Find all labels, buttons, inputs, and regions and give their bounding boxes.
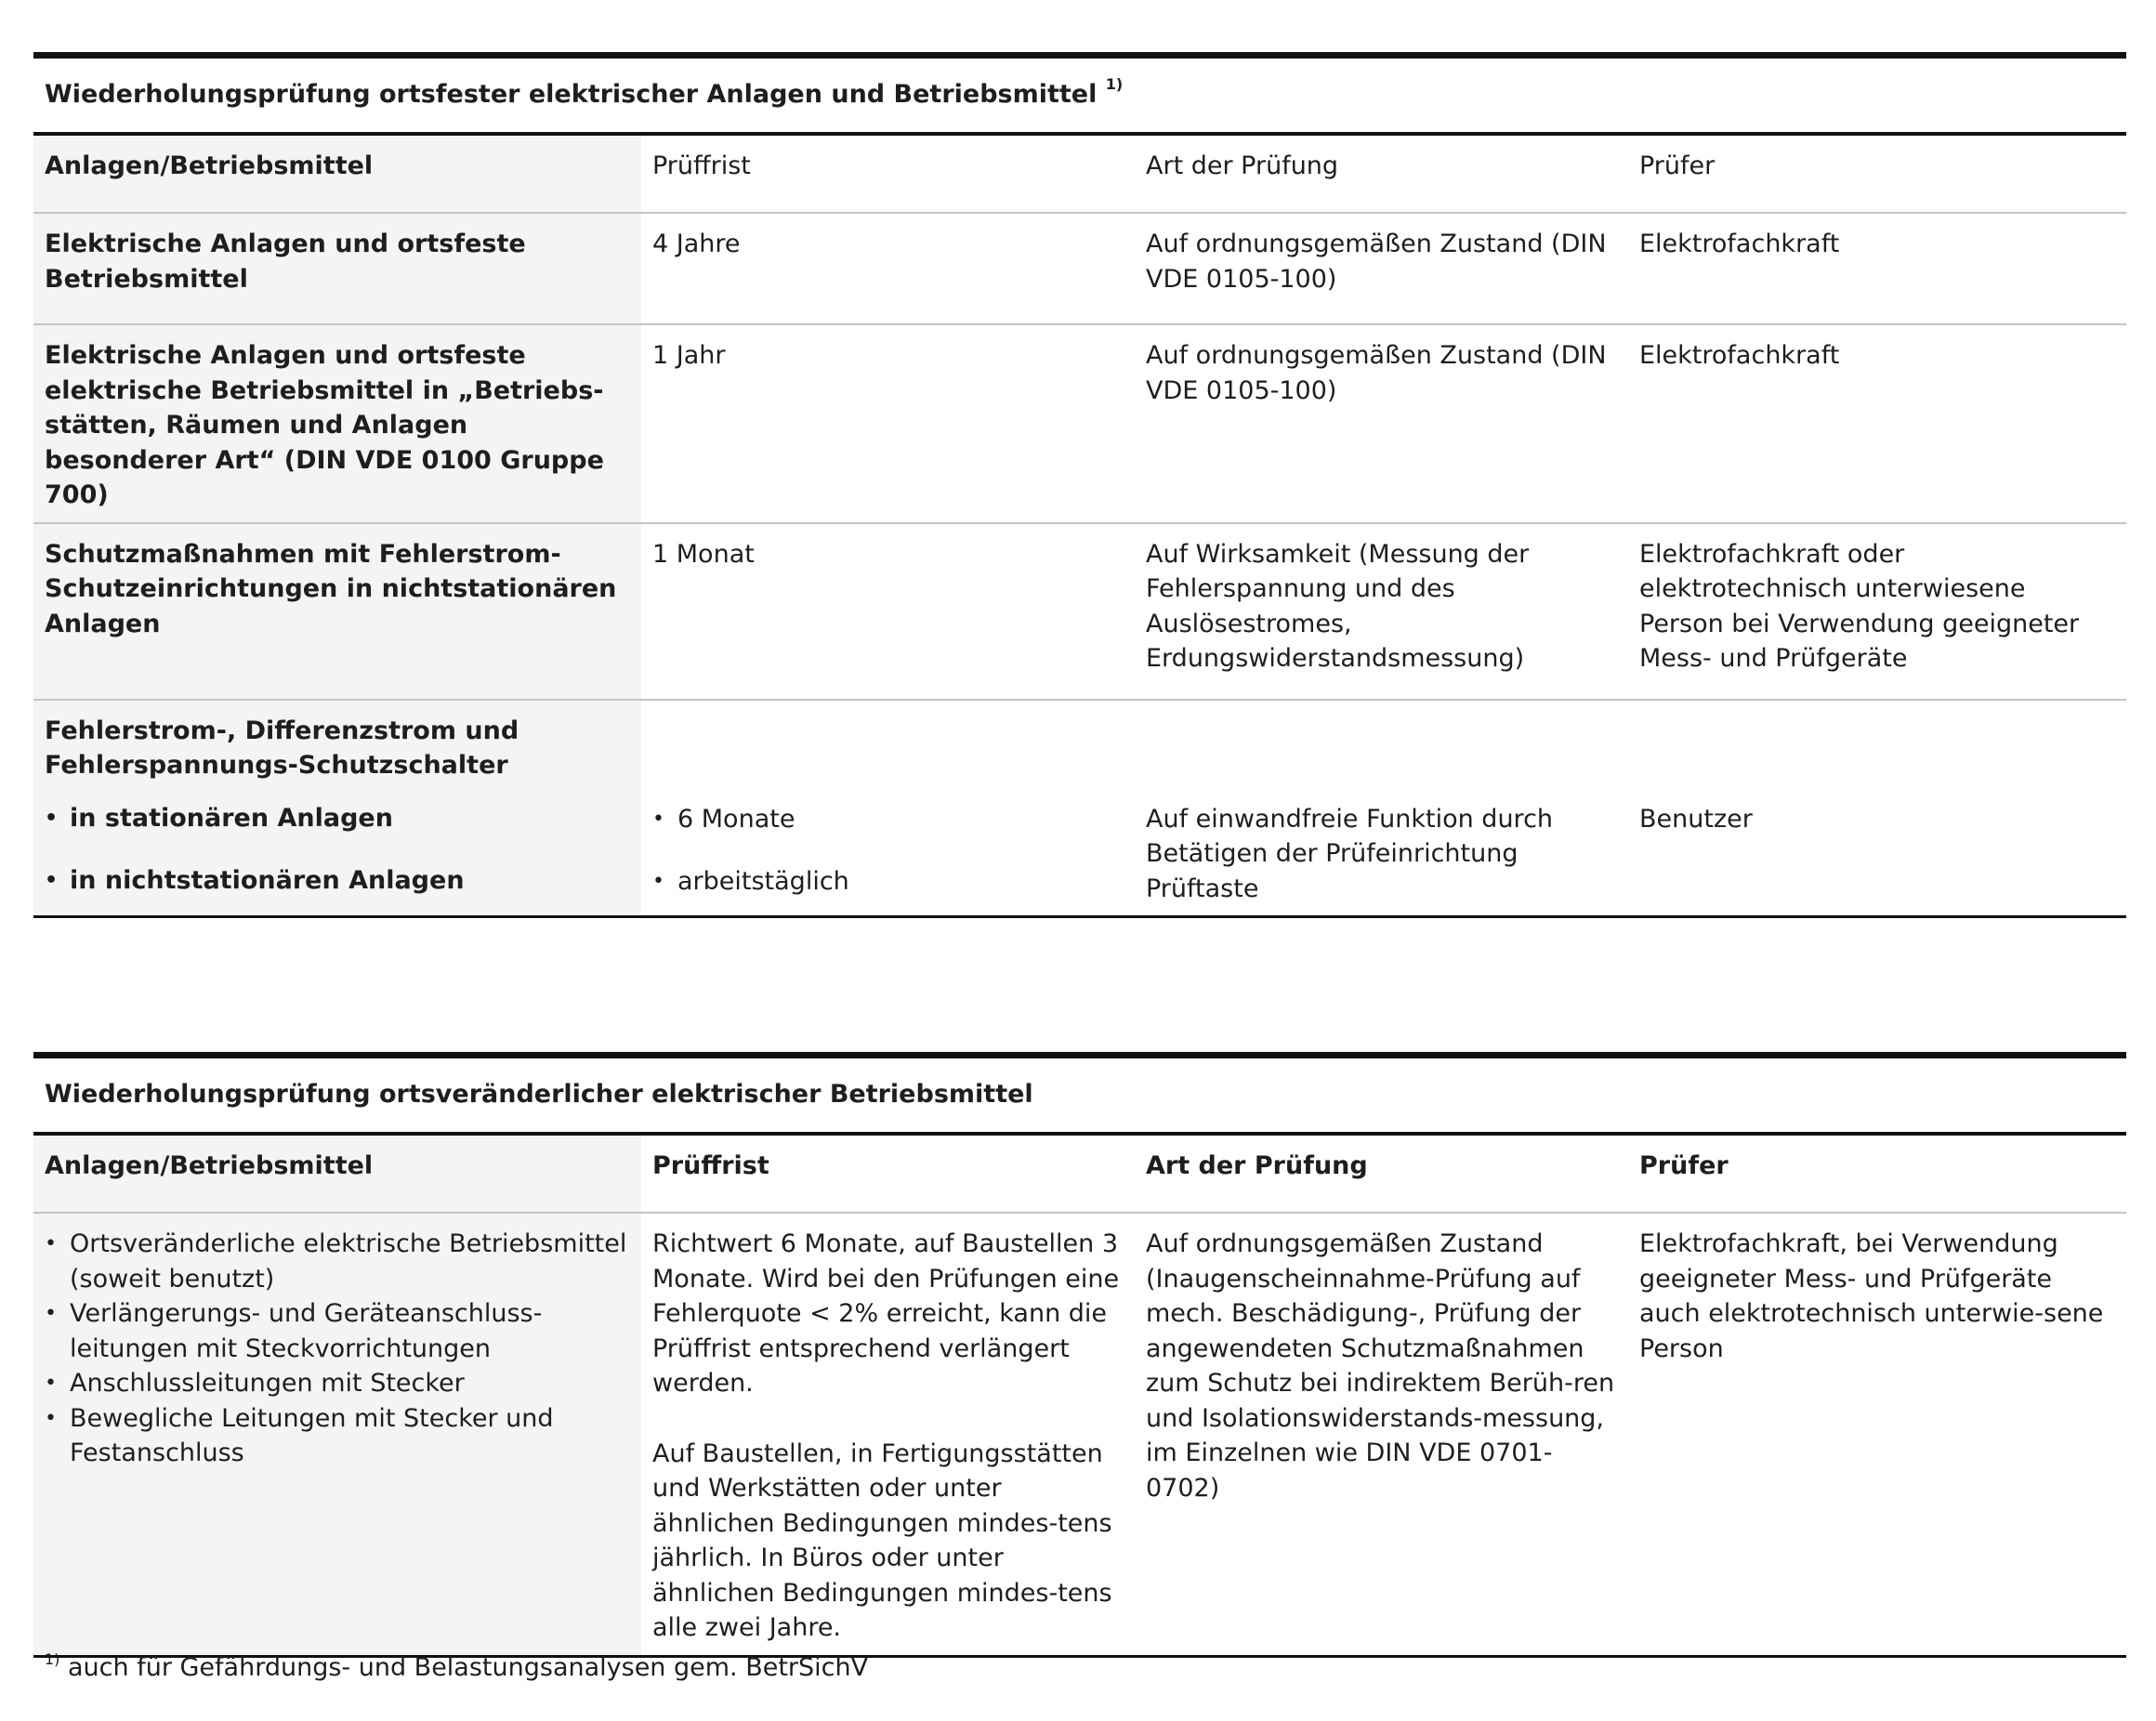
row-frist: 1 Monat [641, 523, 1135, 700]
row-pruefer: Elektrofachkraft [1628, 324, 2126, 523]
footnote-marker: 1) [1105, 75, 1124, 93]
header-anlagen: Anlagen/Betriebsmittel [33, 1134, 641, 1213]
frist-list [652, 802, 1124, 900]
sub-item-list [45, 801, 630, 899]
row-art [1135, 700, 1628, 917]
row-label-text: Fehlerstrom-, Differenzstrom und Fehlerspannungs-Schutzschalter [45, 716, 519, 780]
header-pruefer: Prüfer [1628, 1134, 2126, 1213]
list-item: • arbeitstäglich [652, 864, 1124, 900]
row-art: Auf ordnungsgemäßen Zustand (DIN VDE 0105-100) [1135, 324, 1628, 523]
table-row [33, 324, 2126, 523]
row-art: Auf ordnungsgemäßen Zustand (DIN VDE 0105-100) [1135, 213, 1628, 324]
list-item: • Anschlussleitungen mit Stecker [45, 1366, 630, 1401]
table-header-row [33, 1134, 2126, 1213]
row-label [33, 1213, 641, 1656]
header-prueffrist: Prüffrist [641, 134, 1135, 213]
row-frist [641, 700, 1135, 917]
table-row [33, 523, 2126, 700]
row-frist [641, 1213, 1135, 1656]
table-title [33, 56, 2126, 135]
footnote-marker: 1) [45, 1650, 60, 1668]
list-item: • in nichtstationären Anlagen [45, 863, 630, 899]
row-pruefer: Elektrofachkraft, bei Verwendung geeigneter Mess- und Prüfgeräte auch elektrotechnisch unterwie-sene Person [1628, 1213, 2126, 1656]
header-pruefer: Prüfer [1628, 134, 2126, 213]
frist-paragraph: Richtwert 6 Monate, auf Baustellen 3 Monate. Wird bei den Prüfungen eine Fehlerquote < 2% erreicht, kann die Prüffrist entsprechend verlängert werden. [652, 1229, 1120, 1398]
table-title: Wiederholungsprüfung ortsveränderlicher elektrischer Betriebsmittel [33, 1056, 2126, 1135]
row-pruefer: Elektrofachkraft [1628, 213, 2126, 324]
table-title-row [33, 1056, 2126, 1135]
table-title-row [33, 56, 2126, 135]
list-item: • Ortsveränderliche elektrische Betriebsmittel (soweit benutzt) [45, 1227, 630, 1296]
footnote [45, 1651, 868, 1685]
row-label [33, 700, 641, 917]
table-row [33, 700, 2126, 917]
row-label: Elektrische Anlagen und ortsfeste Betriebsmittel [33, 213, 641, 324]
row-pruefer: Elektrofachkraft oder elektrotechnisch unterwiesene Person bei Verwendung geeigneter Mess- und Prüfgeräte [1628, 523, 2126, 700]
table-header-row [33, 134, 2126, 213]
row-pruefer [1628, 700, 2126, 917]
row-frist: 4 Jahre [641, 213, 1135, 324]
frist-paragraph: Auf Baustellen, in Fertigungsstätten und Werkstätten oder unter ähnlichen Bedingungen mindes-tens jährlich. In Büros oder unter ähnlichen Bedingungen mindes-tens alle zwei Jahre. [652, 1439, 1112, 1642]
table-row [33, 1213, 2126, 1656]
table-row [33, 213, 2126, 324]
row-label: Schutzmaßnahmen mit Fehlerstrom-Schutzeinrichtungen in nichtstationären Anlagen [33, 523, 641, 700]
table-ortsveraenderliche-betriebsmittel [33, 1052, 2126, 1658]
footnote-text: auch für Gefährdungs- und Belastungsanalysen gem. BetrSichV [68, 1653, 869, 1682]
row-art: Auf ordnungsgemäßen Zustand (Inaugenscheinnahme-Prüfung auf mech. Beschädigung-, Prüfung der angewendeten Schutzmaßnahmen zum Schutz bei indirektem Berüh-ren und Isolationswiderstands-messung, im Einzelnen wie DIN VDE 0701-0702) [1135, 1213, 1628, 1656]
row-pruefer-text: Benutzer [1639, 804, 1753, 834]
row-art-text: Auf einwandfreie Funktion durch Betätigen der Prüfeinrichtung Prüftaste [1146, 804, 1554, 903]
row-art: Auf Wirksamkeit (Messung der Fehlerspannung und des Auslösestromes, Erdungswiderstandsmessung) [1135, 523, 1628, 700]
header-prueffrist: Prüffrist [641, 1134, 1135, 1213]
header-anlagen: Anlagen/Betriebsmittel [33, 134, 641, 213]
row-label: Elektrische Anlagen und ortsfeste elektrische Betriebsmittel in „Betriebs-stätten, Räumen und Anlagen besonderer Art“ (DIN VDE 0100 Gruppe 700) [33, 324, 641, 523]
list-item: • 6 Monate [652, 802, 1124, 837]
betriebsmittel-list [45, 1227, 630, 1471]
row-frist: 1 Jahr [641, 324, 1135, 523]
header-art: Art der Prüfung [1135, 1134, 1628, 1213]
header-art: Art der Prüfung [1135, 134, 1628, 213]
list-item: • Verlängerungs- und Geräteanschluss-leitungen mit Steckvorrichtungen [45, 1296, 630, 1366]
table-title-text: Wiederholungsprüfung ortsfester elektrischer Anlagen und Betriebsmittel [45, 80, 1098, 109]
list-item: • Bewegliche Leitungen mit Stecker und Festanschluss [45, 1401, 630, 1471]
list-item: • in stationären Anlagen [45, 801, 630, 836]
table-ortsfeste-anlagen [33, 52, 2126, 918]
